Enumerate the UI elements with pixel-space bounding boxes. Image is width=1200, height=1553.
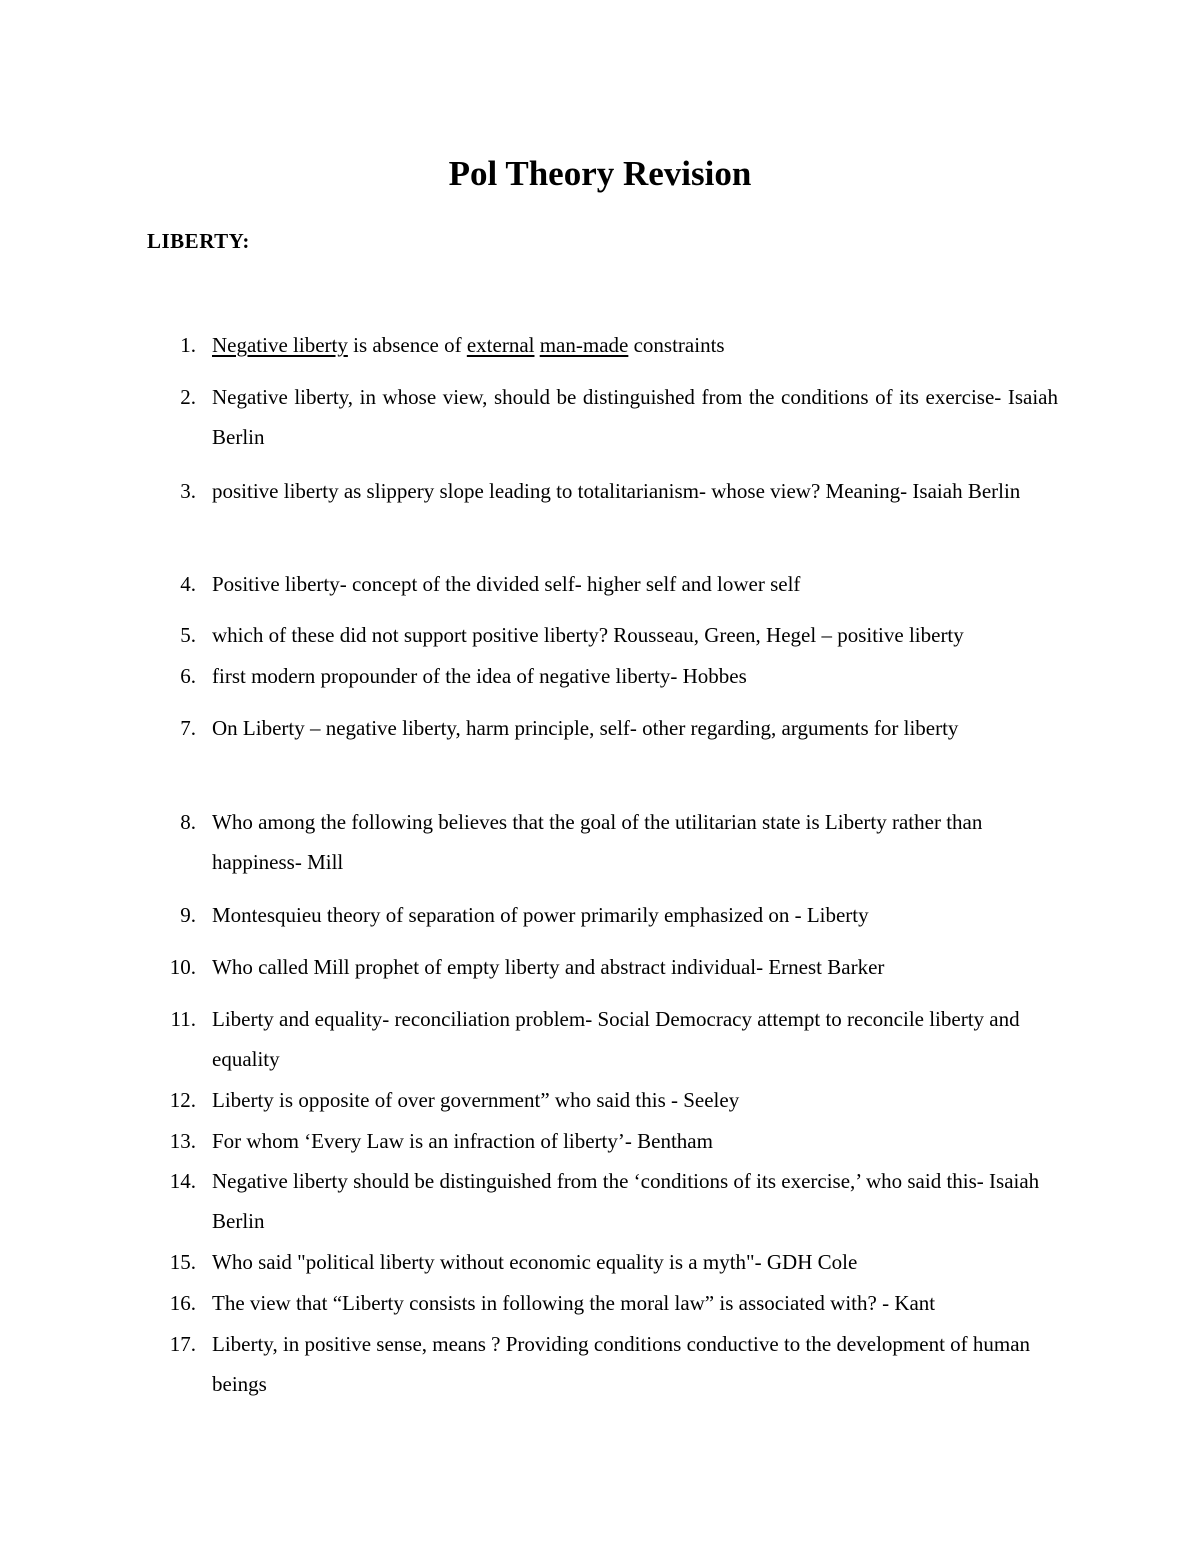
list-item	[150, 895, 1058, 935]
list-item-number: 6.	[180, 664, 196, 688]
list-item-text: The view that “Liberty consists in following the moral law” is associated with? - Kant	[212, 1291, 936, 1315]
list-item-number: 2.	[180, 385, 196, 409]
list-item	[150, 1242, 1058, 1282]
list-item-number: 14.	[169, 1169, 196, 1193]
list-item-text: Negative liberty should be distinguished from the ‘conditions of its exercise,’ who said this- Isaiah Berlin	[212, 1169, 1040, 1233]
list-item	[150, 1324, 1040, 1404]
list-item-number: 10.	[169, 955, 196, 979]
list-item-text: Montesquieu theory of separation of power primarily emphasized on - Liberty	[212, 903, 869, 927]
list-item	[150, 1283, 1058, 1323]
list-item	[150, 708, 985, 748]
list-item-number: 15.	[169, 1250, 196, 1274]
list-item	[150, 471, 1058, 511]
list-item	[150, 999, 1030, 1079]
list-item-text: Negative liberty, in whose view, should be distinguished from the conditions of its exercise- Isaiah Berlin	[212, 385, 1058, 449]
list-item-text: For whom ‘Every Law is an infraction of liberty’- Bentham	[212, 1129, 713, 1153]
list-item-text: Who called Mill prophet of empty liberty and abstract individual- Ernest Barker	[212, 955, 885, 979]
list-item	[150, 1080, 1058, 1120]
underlined-term: man-made	[539, 333, 629, 357]
list-item-text: Liberty, in positive sense, means ? Providing conditions conductive to the development of human beings	[212, 1332, 1031, 1396]
list-item	[150, 377, 1058, 457]
list-item	[150, 802, 985, 882]
list-item-text: first modern propounder of the idea of negative liberty- Hobbes	[212, 664, 747, 688]
list-item-text: Who among the following believes that the goal of the utilitarian state is Liberty rather than happiness- Mill	[212, 810, 983, 874]
list-item-number: 8.	[180, 810, 196, 834]
list-item-text: Positive liberty- concept of the divided self- higher self and lower self	[212, 572, 801, 596]
list-item-text: Negative liberty is absence of external man-made constraints	[212, 333, 725, 357]
list-item	[150, 947, 1058, 987]
list-item-number: 13.	[169, 1129, 196, 1153]
underlined-term: Negative liberty	[212, 333, 348, 357]
list-item	[150, 1161, 1040, 1241]
list-item-number: 11.	[170, 1007, 196, 1031]
list-item-number: 7.	[180, 716, 196, 740]
list-item	[150, 615, 1058, 655]
list-item	[150, 325, 850, 365]
list-item-text: Liberty and equality- reconciliation problem- Social Democracy attempt to reconcile liberty and equality	[212, 1007, 1020, 1071]
list-item-number: 16.	[169, 1291, 196, 1315]
list-item-text: Liberty is opposite of over government” who said this - Seeley	[212, 1088, 740, 1112]
document-title: Pol Theory Revision	[448, 154, 752, 193]
list-item	[150, 656, 1058, 696]
list-item	[150, 1121, 1058, 1161]
list-item-number: 9.	[180, 903, 196, 927]
section-heading-liberty: LIBERTY:	[147, 229, 250, 253]
underlined-term: external	[466, 333, 535, 357]
list-item-text: positive liberty as slippery slope leading to totalitarianism- whose view? Meaning- Isaiah Berlin	[212, 479, 1021, 503]
list-item-number: 5.	[180, 623, 196, 647]
list-item-text: On Liberty – negative liberty, harm principle, self- other regarding, arguments for liberty	[212, 716, 959, 740]
list-item-text: Who said "political liberty without economic equality is a myth"- GDH Cole	[212, 1250, 858, 1274]
list-item-text: which of these did not support positive liberty? Rousseau, Green, Hegel – positive liberty	[212, 623, 964, 647]
list-item-number: 12.	[169, 1088, 196, 1112]
list-item-number: 4.	[180, 572, 196, 596]
list-item	[150, 564, 1058, 604]
list-item-number: 3.	[180, 479, 196, 503]
list-item-number: 17.	[169, 1332, 196, 1356]
list-item-number: 1.	[180, 333, 196, 357]
